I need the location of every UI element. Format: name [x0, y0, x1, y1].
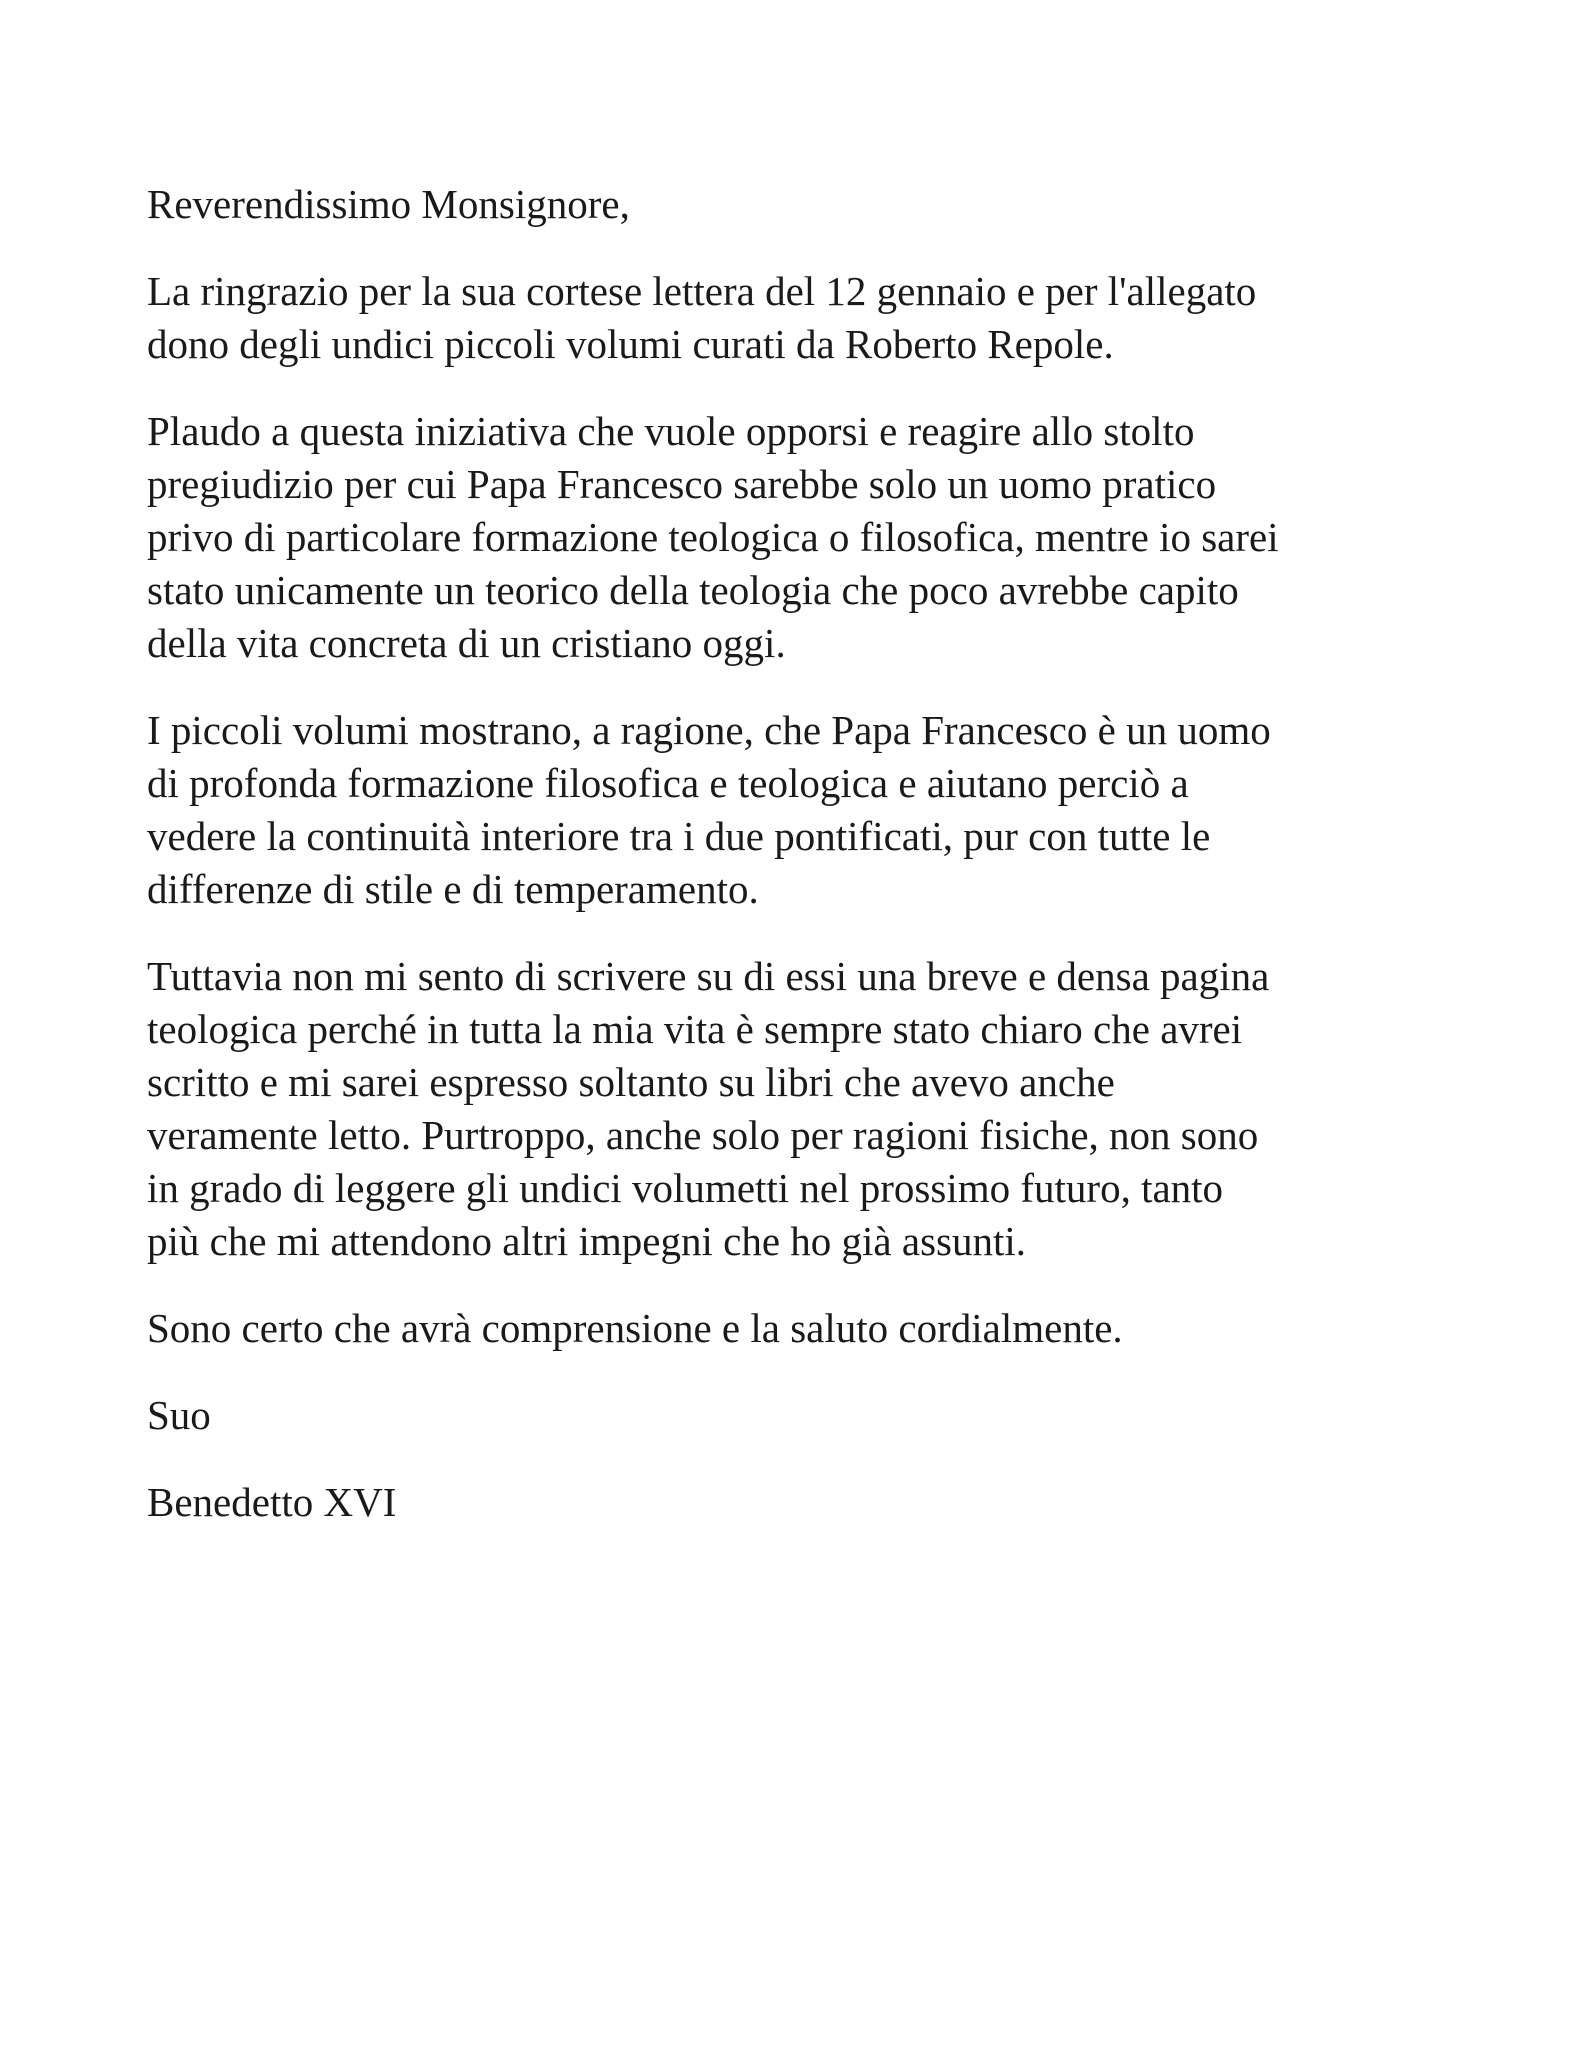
salutation — [147, 178, 1447, 231]
signature — [147, 1476, 1447, 1529]
paragraph-line: dono degli undici piccoli volumi curati da Roberto Repole. — [147, 321, 1114, 367]
signature-text: Benedetto XVI — [147, 1479, 397, 1525]
letter-body — [147, 178, 1447, 1563]
paragraph-line: in grado di leggere gli undici volumetti nel prossimo futuro, tanto — [147, 1165, 1224, 1211]
paragraph-line: teologica perché in tutta la mia vita è sempre stato chiaro che avrei — [147, 1006, 1243, 1052]
paragraph-initiative — [147, 405, 1447, 670]
paragraph-line: vedere la continuità interiore tra i due pontificati, pur con tutte le — [147, 813, 1211, 859]
salutation-text: Reverendissimo Monsignore, — [147, 181, 630, 227]
paragraph-line: Plaudo a questa iniziativa che vuole opporsi e reagire allo stolto — [147, 408, 1195, 454]
paragraph-line: Sono certo che avrà comprensione e la saluto cordialmente. — [147, 1305, 1123, 1351]
paragraph-line: privo di particolare formazione teologica o filosofica, mentre io sarei — [147, 514, 1279, 560]
paragraph-line: La ringrazio per la sua cortese lettera del 12 gennaio e per l'allegato — [147, 268, 1257, 314]
closing — [147, 1389, 1447, 1442]
closing-text: Suo — [147, 1392, 211, 1438]
paragraph-volumes — [147, 704, 1447, 916]
paragraph-line: più che mi attendono altri impegni che ho già assunti. — [147, 1218, 1027, 1264]
paragraph-line: pregiudizio per cui Papa Francesco sarebbe solo un uomo pratico — [147, 461, 1217, 507]
paragraph-line: I piccoli volumi mostrano, a ragione, che Papa Francesco è un uomo — [147, 707, 1271, 753]
paragraph-line: di profonda formazione filosofica e teologica e aiutano perciò a — [147, 760, 1189, 806]
paragraph-decline — [147, 950, 1447, 1268]
paragraph-line: Tuttavia non mi sento di scrivere su di essi una breve e densa pagina — [147, 953, 1270, 999]
paragraph-line: della vita concreta di un cristiano oggi. — [147, 620, 786, 666]
paragraph-line: differenze di stile e di temperamento. — [147, 866, 759, 912]
paragraph-thanks — [147, 265, 1447, 371]
paragraph-line: scritto e mi sarei espresso soltanto su libri che avevo anche — [147, 1059, 1115, 1105]
paragraph-line: stato unicamente un teorico della teologia che poco avrebbe capito — [147, 567, 1239, 613]
paragraph-line: veramente letto. Purtroppo, anche solo per ragioni fisiche, non sono — [147, 1112, 1259, 1158]
paragraph-regards — [147, 1302, 1447, 1355]
